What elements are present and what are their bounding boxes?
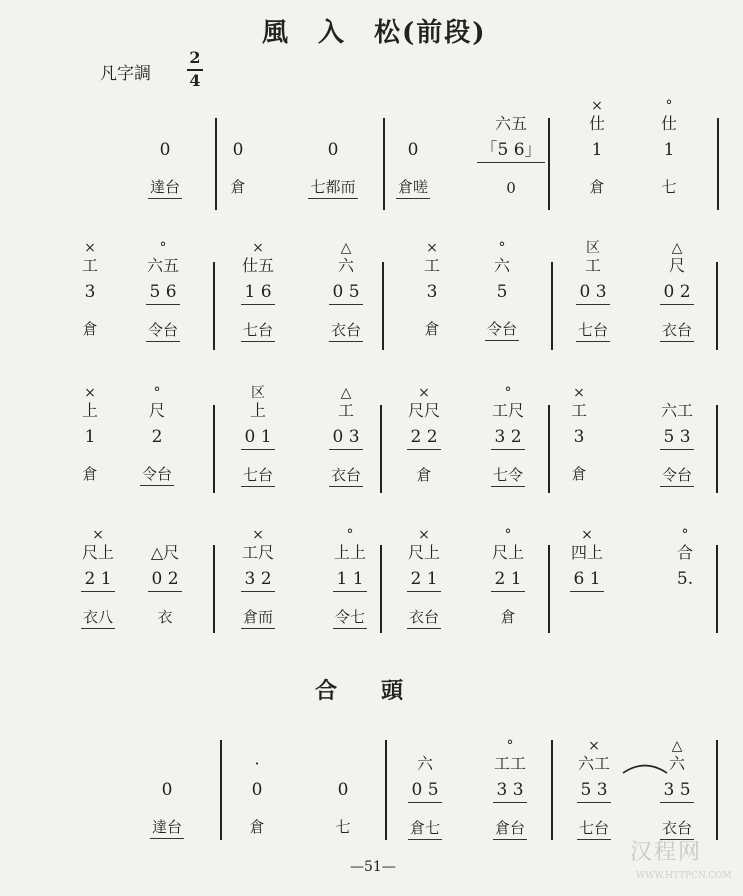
measure-cell [121,385,193,486]
accent-mark: × [581,527,593,543]
accent-mark: ° [504,527,512,543]
gongche-notation: 工 [570,401,587,420]
accent-mark: ° [159,240,167,256]
jianpu-number: 0 [327,140,339,160]
percussion-syllables: 七台 [241,319,275,342]
accent-mark: 区 [586,240,600,256]
gongche-notation: 上 [81,401,98,420]
bar-line [380,405,382,493]
gongche-notation: 尺上 [407,543,440,562]
accent-mark: △ [340,385,352,401]
jianpu-number: 0 3 [329,425,362,450]
jianpu-number: 1 [84,427,96,447]
measure-cell [202,98,274,198]
jianpu-number: 6 1 [570,567,603,592]
measure-cell [466,240,538,341]
accent-mark [475,98,547,114]
jianpu-number: 0 1 [241,425,274,450]
gongche-notation [377,114,449,134]
measure-cell [131,738,203,839]
time-signature-denominator: 4 [189,71,201,90]
jianpu-number: 0 5 [329,280,362,305]
percussion-syllables: 衣台 [407,606,441,629]
jianpu-number: 0 [232,140,244,160]
jianpu-number: 5. [676,569,694,589]
percussion-syllables: 衣 [157,608,173,626]
measure-cell [388,527,460,629]
accent-mark: 区 [251,385,265,401]
measure-cell [127,240,199,342]
jianpu-number: 0 [251,780,263,800]
percussion-syllables: 七台 [577,817,611,840]
gongche-notation: 仕 [660,114,677,133]
measure-cell [222,240,294,342]
accent-mark: × [84,385,96,401]
jianpu-number: 0 2 [148,567,181,592]
gongche-notation: 六五 [494,114,527,133]
percussion-syllables: 令台 [140,463,174,486]
jianpu-number: 2 1 [81,567,114,592]
percussion-syllables: 倉 [249,818,265,836]
jianpu-number: 1 1 [333,567,366,592]
accent-mark [131,738,203,754]
measure-cell [543,385,615,485]
percussion-syllables: 七 [335,818,351,836]
accent-mark: × [92,527,104,543]
accent-mark [202,98,274,114]
measure-cell [310,240,382,342]
jianpu-number: 3 5 [660,778,693,803]
gongche-notation: 尺 [668,256,685,275]
percussion-syllables: 倉 [589,178,605,196]
percussion-syllables: 衣台 [660,319,694,342]
percussion-syllables: 0 [506,179,516,197]
gongche-notation: 尺上 [491,543,524,562]
percussion-syllables: 倉而 [241,606,275,629]
gongche-notation: 六 [493,256,510,275]
accent-mark: ° [504,385,512,401]
bar-line [716,262,718,350]
measure-cell [310,385,382,487]
percussion-syllables: 七都而 [308,176,357,199]
measure-cell [633,98,705,198]
bar-line [551,262,553,350]
percussion-syllables: 衣台 [660,817,694,840]
gongche-notation: 六 [416,754,433,773]
accent-mark [297,98,369,114]
page-number: —51— [350,859,396,875]
accent-mark: × [418,527,430,543]
jianpu-number: 5 3 [577,778,610,803]
gongche-notation: 尺尺 [407,401,440,420]
jianpu-number: 0 2 [660,280,693,305]
accent-mark: ° [681,527,689,543]
percussion-syllables: 七 [661,178,677,196]
gongche-notation [129,114,201,134]
percussion-syllables: 倉 [416,466,432,484]
gongche-notation [131,754,203,774]
bar-line [716,545,718,633]
jianpu-number: 「5 6」 [477,138,544,163]
accent-mark: × [252,527,264,543]
gongche-notation [202,114,274,134]
measure-cell [62,527,134,629]
accent-mark: ° [665,98,673,114]
jianpu-number: 0 5 [408,778,441,803]
measure-cell [649,527,721,627]
accent-mark [641,385,713,401]
gongche-notation: 工 [337,401,354,420]
jianpu-number: 5 6 [146,280,179,305]
jianpu-number: 2 2 [407,425,440,450]
jianpu-number: 5 [496,282,508,302]
measure-cell [129,98,201,199]
gongche-notation: 工 [81,256,98,275]
measure-cell [561,98,633,198]
gongche-notation: 六 [668,754,685,773]
jianpu-number: 0 [407,140,419,160]
jianpu-number: 1 [663,140,675,160]
percussion-syllables: 令台 [660,464,694,487]
percussion-syllables: 倉嗟 [396,176,430,199]
gongche-notation: 工尺 [241,543,274,562]
percussion-syllables: 倉七 [408,817,442,840]
jianpu-number: 2 [151,427,163,447]
bar-line [548,118,550,210]
measure-cell [475,98,547,199]
jianpu-number: 3 [426,282,438,302]
measure-cell [54,240,126,340]
measure-cell [314,527,386,629]
measure-cell [221,738,293,838]
jianpu-number: 0 [159,140,171,160]
bar-line [220,740,222,840]
percussion-syllables [649,605,721,627]
bar-line [716,740,718,840]
accent-mark [129,98,201,114]
watermark-url: WWW.HTTPCN.COM [636,871,732,881]
accent-mark: × [588,738,600,754]
accent-mark: × [591,98,603,114]
bar-line [215,118,217,210]
percussion-syllables: 達台 [148,176,182,199]
measure-cell [472,527,544,628]
gongche-notation: 四上 [570,543,603,562]
gongche-notation [297,114,369,134]
section-title: 合 頭 [315,678,404,704]
jianpu-number: 5 3 [660,425,693,450]
measure-cell [641,385,713,487]
accent-mark: ° [498,240,506,256]
accent-mark: ° [346,527,354,543]
percussion-syllables: 衣八 [81,606,115,629]
percussion-syllables: 衣台 [329,319,363,342]
bar-line [716,405,718,493]
bar-line [551,740,553,840]
gongche-notation: 上上 [333,543,366,562]
gongche-notation: 工 [423,256,440,275]
gongche-notation: △尺 [150,543,180,562]
measure-cell [54,385,126,485]
accent-mark [307,738,379,754]
percussion-syllables: 倉 [500,608,516,626]
jianpu-number: 3 [573,427,585,447]
jianpu-number: 2 1 [491,567,524,592]
accent-mark [389,738,461,754]
measure-cell [377,98,449,199]
watermark-brand: 汉程网 [630,840,703,865]
accent-mark: × [426,240,438,256]
gongche-notation: 六 [337,256,354,275]
jianpu-number: 1 [591,140,603,160]
measure-cell [472,385,544,487]
gongche-notation: 尺上 [81,543,114,562]
measure-cell [388,385,460,486]
accent-mark: △ [671,738,683,754]
accent-mark: ° [153,385,161,401]
gongche-notation: 仕 [588,114,605,133]
gongche-notation: 上 [249,401,266,420]
accent-mark [129,527,201,543]
gongche-notation [307,754,379,774]
percussion-syllables: 倉 [82,465,98,483]
gongche-notation: 工尺 [491,401,524,420]
percussion-syllables: 令七 [333,606,367,629]
measure-cell [551,527,623,628]
jianpu-number: 2 1 [407,567,440,592]
bar-line [213,262,215,350]
accent-mark: × [84,240,96,256]
percussion-syllables: 令台 [146,319,180,342]
percussion-syllables: 倉台 [493,817,527,840]
jianpu-number: 0 [337,780,349,800]
key-signature-label: 凡字調 [100,64,151,84]
measure-cell [307,738,379,838]
measure-cell [557,240,629,342]
measure-cell [222,527,294,629]
bar-line [717,118,719,210]
measure-cell [641,240,713,342]
accent-mark [377,98,449,114]
accent-mark: × [573,385,585,401]
percussion-syllables: 倉 [82,320,98,338]
accent-mark: × [418,385,430,401]
gongche-notation: 尺 [148,401,165,420]
percussion-syllables: 令台 [485,318,519,341]
measure-cell [474,738,546,840]
accent-mark: △ [671,240,683,256]
percussion-syllables: 倉 [230,178,246,196]
bar-line [383,118,385,210]
gongche-notation: 六工 [577,754,610,773]
jianpu-number: 3 [84,282,96,302]
percussion-syllables: 達台 [150,816,184,839]
bar-line [385,740,387,840]
accent-mark: △ [340,240,352,256]
jianpu-number: 1 6 [241,280,274,305]
percussion-syllables: 七台 [576,319,610,342]
jianpu-number: 3 3 [493,778,526,803]
page-title: 風 入 松(前段) [262,18,487,48]
percussion-syllables: 倉 [424,320,440,338]
bar-line [548,405,550,493]
gongche-notation: 六工 [660,401,693,420]
jianpu-number: 3 2 [241,567,274,592]
measure-cell [641,738,713,840]
tie-slur [620,760,670,776]
measure-cell [558,738,630,840]
jianpu-number: 3 2 [491,425,524,450]
measure-cell [222,385,294,487]
gongche-notation: · [254,754,260,773]
gongche-notation: 六五 [146,256,179,275]
bar-line [382,262,384,350]
accent-mark: × [252,240,264,256]
accent-mark [221,738,293,754]
jianpu-number: 0 3 [576,280,609,305]
gongche-notation: 工 [584,256,601,275]
measure-cell [129,527,201,628]
gongche-notation: 合 [676,543,693,562]
bar-line [213,545,215,633]
percussion-syllables: 七令 [491,464,525,487]
accent-mark: ° [506,738,514,754]
bar-line [380,545,382,633]
bar-line [548,545,550,633]
measure-cell [389,738,461,840]
bar-line [213,405,215,493]
time-signature-numerator: 2 [189,48,201,67]
percussion-syllables: 七台 [241,464,275,487]
jianpu-number: 0 [161,780,173,800]
gongche-notation: 仕五 [241,256,274,275]
percussion-syllables: 衣台 [329,464,363,487]
gongche-notation: 工工 [493,754,526,773]
percussion-syllables: 倉 [571,465,587,483]
measure-cell [297,98,369,199]
measure-cell [396,240,468,340]
percussion-syllables [551,606,623,628]
